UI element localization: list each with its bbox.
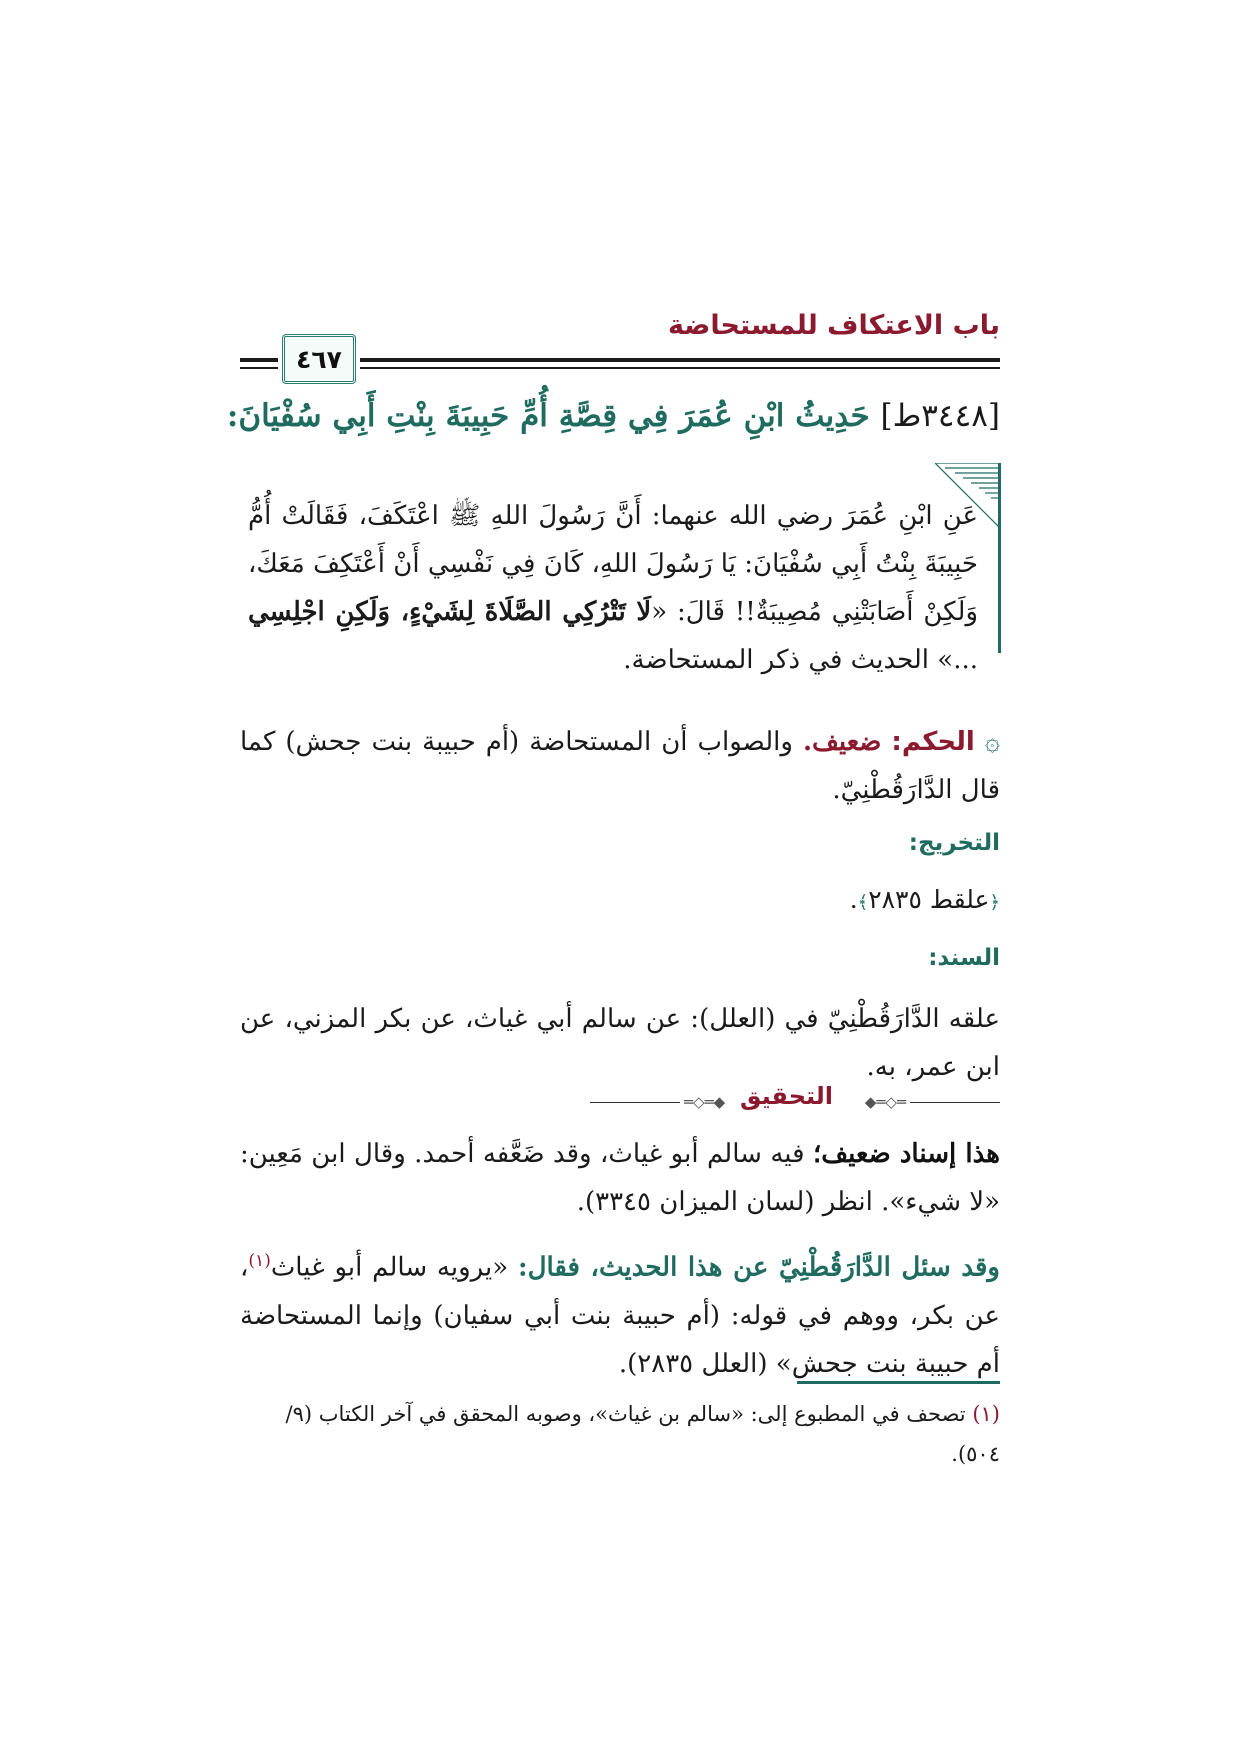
analysis-bold: هذا إسناد ضعيف؛ [813, 1139, 1000, 1169]
hadith-text [248, 492, 978, 684]
analysis-text-b: ، عن بكر، ووهم في قوله: (أم حبيبة بنت أبي سفيان) وإنما المستحاضة أم حبيبة بنت جحش» (العلل ٢٨٣٥). [240, 1252, 1000, 1379]
hadith-text-part1: عَنِ ابْنِ عُمَرَ رضي الله عنهما: أَنَّ رَسُولَ اللهِ ﷺ اعْتَكَفَ، فَقَالَتْ أُمُّ حَبِيبَةَ بِنْتُ أَبِي سُفْيَانَ: يَا رَسُولَ اللهِ، كَانَ فِي نَفْسِي أَنْ أَعْتَكِفَ مَعَكَ، وَلَكِنْ أَصَابَتْنِي مُصِيبَةٌ!! قَالَ: « [248, 501, 978, 627]
divider-ornament-left: ◆═◇═ [684, 1093, 726, 1111]
bracket-open: ﴿ [989, 892, 1000, 913]
analysis-paragraph-2 [240, 1237, 1000, 1388]
sanad-label: السند: [928, 945, 1000, 971]
analysis-text-a: «يرويه سالم أبو غياث [270, 1252, 518, 1283]
tahqiq-label: التحقيق [740, 1082, 834, 1110]
header-rule [240, 367, 278, 369]
bracket-close: ﴾ [857, 892, 869, 913]
ruling-label: الحكم: [891, 727, 975, 757]
footnote [240, 1394, 1000, 1474]
hadith-number: [٣٤٤٨ط] [880, 398, 1000, 434]
takhrij-reference [850, 885, 1000, 914]
analysis-green: وقد سئل الدَّارَقُطْنِيّ عن هذا الحديث، فقال: [517, 1252, 1000, 1283]
analysis-text: فيه سالم أبو غياث، وقد ضَعَّفه أحمد. وقال ابن مَعِين: «لا شيء». انظر (لسان الميزان ٣٣٤٥). [240, 1139, 1000, 1217]
hadith-heading [227, 398, 1000, 434]
analysis-paragraph-1 [240, 1130, 1000, 1226]
header-rule [360, 367, 1000, 369]
chapter-title: باب الاعتكاف للمستحاضة [667, 310, 1000, 341]
hadith-text-part2: ...» الحديث في ذكر المستحاضة. [623, 645, 978, 675]
hadith-title: حَدِيثُ ابْنِ عُمَرَ فِي قِصَّةِ أُمِّ حَبِيبَةَ بِنْتِ أَبِي سُفْيَانَ: [226, 398, 870, 434]
takhrij-label: التخريج: [908, 830, 1000, 856]
flower-icon: ۞ [984, 727, 1001, 757]
divider-line [910, 1102, 1000, 1103]
footnote-ref[interactable]: (١) [248, 1251, 271, 1271]
divider-line [590, 1102, 680, 1103]
footnote-number: (١) [972, 1402, 1000, 1426]
page-number-badge [282, 334, 356, 384]
footnote-rule [797, 1381, 1000, 1384]
hadith-text-bold: لَا تَتْرُكِي الصَّلَاةَ لِشَيْءٍ، وَلَكِنِ اجْلِسِي [248, 597, 652, 627]
header-rule [240, 358, 278, 362]
sanad-text: علقه الدَّارَقُطْنِيّ في (العلل): عن سالم أبي غياث، عن بكر المزني، عن ابن عمر، به. [240, 1004, 1000, 1082]
divider-ornament-right: ═◇═◆ [864, 1093, 906, 1111]
footnote-text: تصحف في المطبوع إلى: «سالم بن غياث»، وصوبه المحقق في آخر الكتاب (٩/ ٥٠٤). [285, 1402, 1000, 1466]
page-number: ٤٦٧ [296, 344, 342, 374]
ruling-grade: ضعيف. [802, 727, 882, 757]
reference-code: علقط ٢٨٣٥ [868, 885, 990, 914]
reference-suffix: . [849, 885, 858, 914]
ruling [240, 718, 1000, 814]
header-rule [360, 358, 1000, 362]
ruling-text: والصواب أن المستحاضة (أم حبيبة بنت جحش) كما قال الدَّارَقُطْنِيّ. [240, 727, 1000, 805]
quote-bar [998, 463, 1001, 653]
